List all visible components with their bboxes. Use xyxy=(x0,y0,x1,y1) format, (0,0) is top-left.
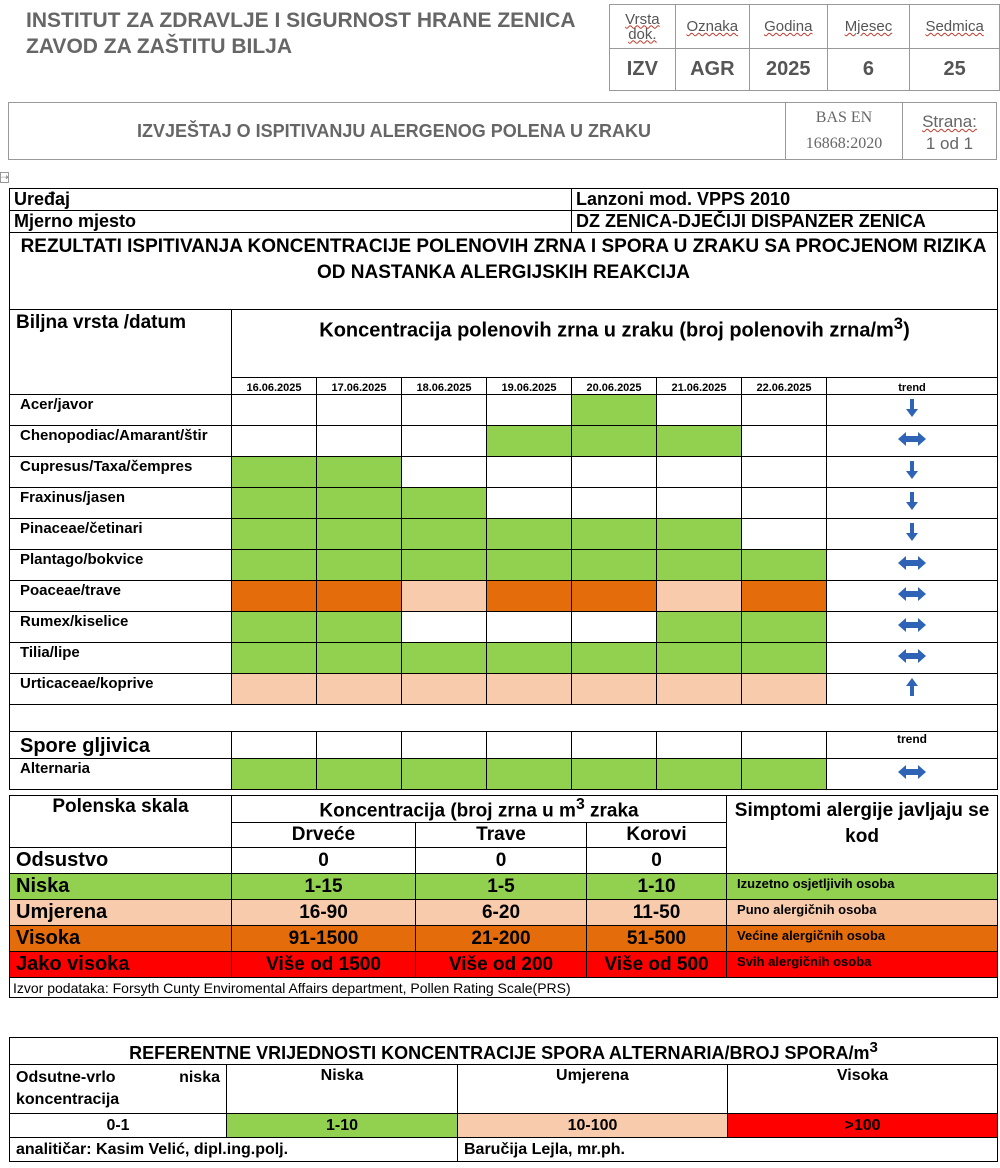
scale-level-name: Odsustvo xyxy=(10,848,232,874)
date-header: 21.06.2025 xyxy=(657,378,742,395)
date-header: 16.06.2025 xyxy=(232,378,317,395)
date-header: 22.06.2025 xyxy=(742,378,827,395)
alternaria-title xyxy=(10,1038,998,1065)
location-value: DZ ZENICA-DJEČIJI DISPANZER ZENICA xyxy=(572,211,998,233)
level-cell-low xyxy=(572,426,657,457)
arrow-left-right-icon xyxy=(897,648,927,669)
date-header: 19.06.2025 xyxy=(487,378,572,395)
level-cell-low xyxy=(572,395,657,426)
level-cell-low xyxy=(572,759,657,790)
page-number xyxy=(903,103,996,159)
alternaria-col-moderate: Umjerena xyxy=(458,1065,728,1114)
level-cell-low xyxy=(232,643,317,674)
date-header: 17.06.2025 xyxy=(317,378,402,395)
level-cell-none xyxy=(402,612,487,643)
scale-row-very_high xyxy=(10,952,998,978)
level-cell-high xyxy=(232,581,317,612)
level-cell-low xyxy=(572,643,657,674)
level-cell-none xyxy=(402,457,487,488)
trend-cell xyxy=(827,488,998,519)
level-cell-moderate xyxy=(232,674,317,705)
level-cell-none xyxy=(487,457,572,488)
scale-header: Polenska skala xyxy=(10,796,232,848)
level-cell-none xyxy=(572,457,657,488)
scale-source: Izvor podataka: Forsyth Cunty Enviromental Affairs department, Pollen Rating Scale(PRS) xyxy=(10,978,998,998)
level-cell-low xyxy=(402,488,487,519)
trend-cell xyxy=(827,519,998,550)
analyst-1: analitičar: Kasim Velić, dipl.ing.polj. xyxy=(10,1138,458,1162)
level-cell-low xyxy=(487,643,572,674)
doc-week-value: 25 xyxy=(910,49,1000,91)
trend-cell xyxy=(827,457,998,488)
species-name: Alternaria xyxy=(10,759,232,790)
scale-grass-value: 1-5 xyxy=(416,874,587,900)
trend-cell xyxy=(827,612,998,643)
empty-cell xyxy=(317,732,402,759)
spacer-cell xyxy=(10,705,998,732)
arrow-down-icon xyxy=(905,398,919,423)
level-cell-none xyxy=(402,395,487,426)
level-cell-none xyxy=(572,612,657,643)
species-header: Biljna vrsta /datum xyxy=(10,310,232,395)
species-row xyxy=(10,759,998,790)
device-value: Lanzoni mod. VPPS 2010 xyxy=(572,189,998,211)
scale-weeds-value: 51-500 xyxy=(587,926,727,952)
level-cell-low xyxy=(487,759,572,790)
trend-cell xyxy=(827,395,998,426)
level-cell-high xyxy=(487,581,572,612)
species-name: Tilia/lipe xyxy=(10,643,232,674)
arrow-left-right-icon xyxy=(897,764,927,785)
scale-row-moderate xyxy=(10,900,998,926)
doc-week-label: Sedmica xyxy=(910,5,1000,49)
scale-row-high xyxy=(10,926,998,952)
level-cell-low xyxy=(232,759,317,790)
level-cell-low xyxy=(317,759,402,790)
alternaria-col-absent: Odsutne-vrlo niska koncentracija xyxy=(10,1065,227,1114)
level-cell-none xyxy=(487,395,572,426)
location-label: Mjerno mjesto xyxy=(10,211,572,233)
level-cell-low xyxy=(742,612,827,643)
scale-conc-sup: 3 xyxy=(575,796,585,813)
species-row xyxy=(10,643,998,674)
standard-line-1: BAS EN xyxy=(815,109,873,126)
level-cell-none xyxy=(487,612,572,643)
level-cell-moderate xyxy=(487,674,572,705)
scale-grass-value: Više od 200 xyxy=(416,952,587,978)
level-cell-none xyxy=(742,457,827,488)
level-cell-none xyxy=(402,426,487,457)
level-cell-low xyxy=(232,488,317,519)
alternaria-val-moderate: 10-100 xyxy=(458,1114,728,1138)
doc-year-value: 2025 xyxy=(749,49,827,91)
scale-weeds-value: 0 xyxy=(587,848,727,874)
level-cell-none xyxy=(317,426,402,457)
spores-header-row xyxy=(10,732,998,759)
level-cell-low xyxy=(657,426,742,457)
scale-weeds-value: 1-10 xyxy=(587,874,727,900)
level-cell-low xyxy=(232,612,317,643)
level-cell-high xyxy=(572,581,657,612)
standard-reference xyxy=(785,103,903,159)
scale-concentration-header xyxy=(232,796,727,823)
scale-symptoms: Većine alergičnih osoba xyxy=(727,926,998,952)
level-cell-moderate xyxy=(657,674,742,705)
spores-header: Spore gljivica xyxy=(10,732,232,759)
level-cell-low xyxy=(317,550,402,581)
level-cell-low xyxy=(317,488,402,519)
spores-trend-header: trend xyxy=(827,732,998,759)
doc-mark-label: Oznaka xyxy=(675,5,749,49)
arrow-down-icon xyxy=(905,522,919,547)
level-cell-low xyxy=(487,550,572,581)
doc-month-value: 6 xyxy=(827,49,910,91)
level-cell-low xyxy=(402,519,487,550)
scale-weeds-value: Više od 500 xyxy=(587,952,727,978)
alternaria-val-absent: 0-1 xyxy=(10,1114,227,1138)
scale-level-name: Visoka xyxy=(10,926,232,952)
scale-grass-value: 6-20 xyxy=(416,900,587,926)
species-name: Poaceae/trave xyxy=(10,581,232,612)
trend-cell xyxy=(827,759,998,790)
level-cell-low xyxy=(657,550,742,581)
scale-col-weeds: Korovi xyxy=(587,823,727,848)
alternaria-val-low: 1-10 xyxy=(227,1114,458,1138)
scale-trees-value: 16-90 xyxy=(232,900,416,926)
scale-level-name: Niska xyxy=(10,874,232,900)
level-cell-low xyxy=(402,550,487,581)
level-cell-moderate xyxy=(572,674,657,705)
arrow-left-right-icon xyxy=(897,431,927,452)
level-cell-low xyxy=(487,426,572,457)
level-cell-low xyxy=(232,457,317,488)
species-name: Acer/javor xyxy=(10,395,232,426)
level-cell-low xyxy=(402,759,487,790)
trend-cell xyxy=(827,581,998,612)
level-cell-none xyxy=(657,457,742,488)
level-cell-moderate xyxy=(317,674,402,705)
alternaria-title-sup: 3 xyxy=(869,1038,878,1056)
level-cell-low xyxy=(657,612,742,643)
document-code-table xyxy=(609,4,1000,91)
arrow-down-icon xyxy=(905,491,919,516)
arrow-left-right-icon xyxy=(897,586,927,607)
alternaria-col-low: Niska xyxy=(227,1065,458,1114)
trend-header: trend xyxy=(827,378,998,395)
device-label: Uređaj xyxy=(10,189,572,211)
scale-grass-value: 0 xyxy=(416,848,587,874)
scale-symptoms: Svih alergičnih osoba xyxy=(727,952,998,978)
level-cell-low xyxy=(657,759,742,790)
doc-month-label: Mjesec xyxy=(827,5,910,49)
concentration-header xyxy=(232,310,998,378)
level-cell-none xyxy=(232,426,317,457)
pollen-scale-table xyxy=(9,795,998,998)
level-cell-low xyxy=(657,643,742,674)
level-cell-low xyxy=(572,519,657,550)
scale-symptoms: Izuzetno osjetljivih osoba xyxy=(727,874,998,900)
trend-cell xyxy=(827,426,998,457)
level-cell-low xyxy=(742,643,827,674)
report-title-box xyxy=(8,102,997,160)
empty-cell xyxy=(572,732,657,759)
date-header: 20.06.2025 xyxy=(572,378,657,395)
scale-conc-tail: zraka xyxy=(584,800,639,822)
concentration-header-text: Koncentracija polenovih zrna u zraku (broj polenovih zrna/m xyxy=(319,319,894,342)
level-cell-none xyxy=(232,395,317,426)
arrow-up-icon xyxy=(905,677,919,702)
empty-cell xyxy=(742,732,827,759)
standard-line-2: 16868:2020 xyxy=(805,135,883,152)
level-cell-low xyxy=(232,519,317,550)
concentration-header-tail: ) xyxy=(903,319,910,342)
concentration-header-sup: 3 xyxy=(893,314,904,333)
empty-cell xyxy=(487,732,572,759)
spacer-row xyxy=(10,705,998,732)
level-cell-moderate xyxy=(657,581,742,612)
species-name: Plantago/bokvice xyxy=(10,550,232,581)
species-name: Pinaceae/četinari xyxy=(10,519,232,550)
level-cell-low xyxy=(742,550,827,581)
species-row xyxy=(10,581,998,612)
empty-cell xyxy=(402,732,487,759)
species-name: Fraxinus/jasen xyxy=(10,488,232,519)
level-cell-high xyxy=(317,581,402,612)
level-cell-none xyxy=(657,395,742,426)
scale-weeds-value: 11-50 xyxy=(587,900,727,926)
species-name: Chenopodiac/Amarant/štir xyxy=(10,426,232,457)
level-cell-low xyxy=(317,519,402,550)
doc-mark-value: AGR xyxy=(675,49,749,91)
level-cell-low xyxy=(402,643,487,674)
level-cell-none xyxy=(742,519,827,550)
empty-cell xyxy=(232,732,317,759)
species-name: Cupresus/Taxa/čempres xyxy=(10,457,232,488)
report-title: IZVJEŠTAJ O ISPITIVANJU ALERGENOG POLENA U ZRAKU xyxy=(136,121,652,141)
trend-cell xyxy=(827,643,998,674)
results-title: REZULTATI ISPITIVANJA KONCENTRACIJE POLENOVIH ZRNA I SPORA U ZRAKU SA PROCJENOM RIZIKA OD NASTANKA ALERGIJSKIH REAKCIJA xyxy=(10,233,998,310)
analyst-2: Baručija Lejla, mr.ph. xyxy=(458,1138,998,1162)
alternaria-val-high: >100 xyxy=(728,1114,998,1138)
arrow-left-right-icon xyxy=(897,617,927,638)
arrow-down-icon xyxy=(905,460,919,485)
species-row xyxy=(10,457,998,488)
level-cell-low xyxy=(487,519,572,550)
scale-source-row xyxy=(10,978,998,998)
level-cell-low xyxy=(572,550,657,581)
level-cell-none xyxy=(657,488,742,519)
trend-cell xyxy=(827,674,998,705)
level-cell-none xyxy=(742,395,827,426)
empty-cell xyxy=(657,732,742,759)
scale-level-name: Jako visoka xyxy=(10,952,232,978)
scale-trees-value: 1-15 xyxy=(232,874,416,900)
level-cell-none xyxy=(317,395,402,426)
species-row xyxy=(10,550,998,581)
species-row xyxy=(10,426,998,457)
level-cell-low xyxy=(317,457,402,488)
level-cell-none xyxy=(742,488,827,519)
level-cell-low xyxy=(742,759,827,790)
scale-row-low xyxy=(10,874,998,900)
scale-symptoms: Puno alergičnih osoba xyxy=(727,900,998,926)
level-cell-none xyxy=(572,488,657,519)
symptoms-header: Simptomi alergije javljaju se kod xyxy=(727,796,998,874)
trend-cell xyxy=(827,550,998,581)
scale-conc-text: Koncentracija (broj zrna u m xyxy=(319,800,576,822)
species-row xyxy=(10,519,998,550)
page-value: 1 od 1 xyxy=(925,134,974,153)
level-cell-low xyxy=(657,519,742,550)
scale-trees-value: Više od 1500 xyxy=(232,952,416,978)
level-cell-low xyxy=(317,612,402,643)
arrow-left-right-icon xyxy=(897,555,927,576)
alternaria-col-high: Visoka xyxy=(728,1065,998,1114)
level-cell-none xyxy=(742,426,827,457)
doc-year-label: Godina xyxy=(749,5,827,49)
alternaria-reference-table xyxy=(9,1037,998,1162)
level-cell-none xyxy=(487,488,572,519)
level-cell-low xyxy=(232,550,317,581)
table-anchor-icon[interactable]: ⇢ xyxy=(1,172,9,182)
alternaria-title-text: REFERENTNE VRIJEDNOSTI KONCENTRACIJE SPORA ALTERNARIA/BROJ SPORA/m xyxy=(129,1042,870,1063)
scale-level-name: Umjerena xyxy=(10,900,232,926)
institute-line-2: ZAVOD ZA ZAŠTITU BILJA xyxy=(26,35,292,58)
date-header: 18.06.2025 xyxy=(402,378,487,395)
species-row xyxy=(10,612,998,643)
level-cell-low xyxy=(317,643,402,674)
results-table xyxy=(9,188,998,790)
level-cell-high xyxy=(742,581,827,612)
level-cell-moderate xyxy=(742,674,827,705)
institute-name xyxy=(26,8,596,60)
level-cell-moderate xyxy=(402,674,487,705)
doc-type-value: IZV xyxy=(610,49,676,91)
institute-line-1: INSTITUT ZA ZDRAVLJE I SIGURNOST HRANE ZENICA xyxy=(26,9,576,32)
level-cell-moderate xyxy=(402,581,487,612)
species-name: Urticaceae/koprive xyxy=(10,674,232,705)
species-row xyxy=(10,488,998,519)
scale-col-grass: Trave xyxy=(416,823,587,848)
species-row xyxy=(10,674,998,705)
scale-grass-value: 21-200 xyxy=(416,926,587,952)
page-label: Strana: xyxy=(922,112,977,131)
doc-type-label: Vrsta dok. xyxy=(610,5,676,49)
scale-trees-value: 91-1500 xyxy=(232,926,416,952)
species-row xyxy=(10,395,998,426)
species-name: Rumex/kiselice xyxy=(10,612,232,643)
scale-trees-value: 0 xyxy=(232,848,416,874)
scale-col-trees: Drveće xyxy=(232,823,416,848)
